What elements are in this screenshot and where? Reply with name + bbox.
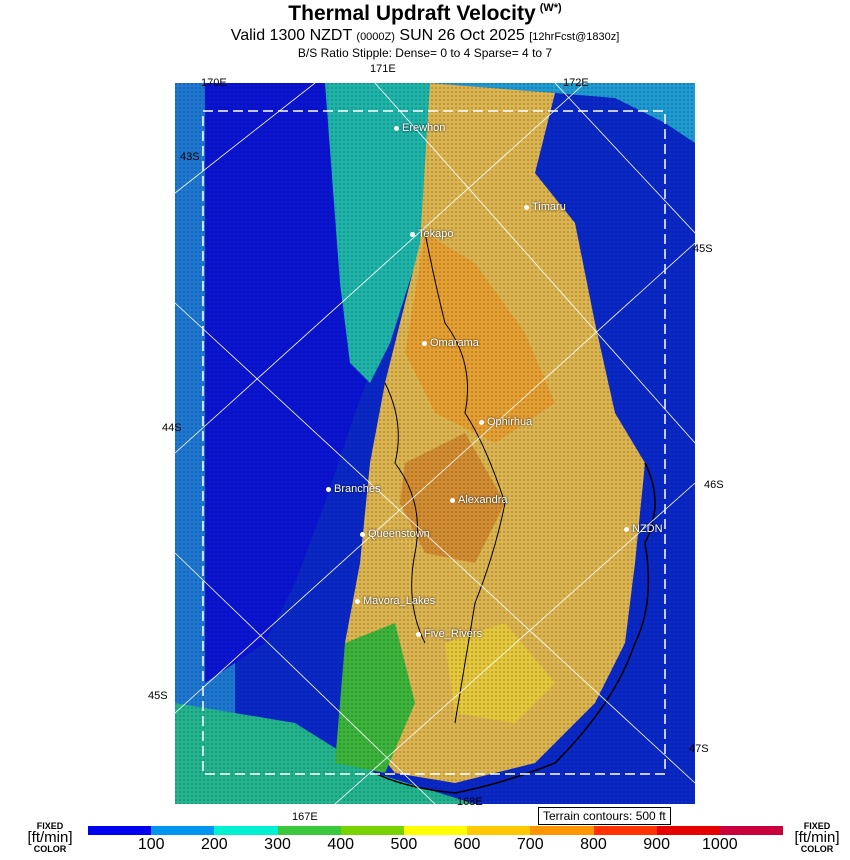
town-label: NZDN bbox=[632, 523, 663, 535]
town-label: Queenstown bbox=[368, 528, 430, 540]
town-branches bbox=[326, 483, 380, 495]
lon-label-170e: 170E bbox=[201, 77, 227, 89]
color-scale-tick-label: 700 bbox=[516, 836, 544, 853]
town-nzdn bbox=[624, 523, 663, 535]
town-marker bbox=[450, 498, 455, 503]
lon-label-171e: 171E bbox=[370, 63, 396, 75]
color-scale-swatch bbox=[278, 826, 341, 835]
color-scale-tick-label: 200 bbox=[201, 836, 228, 853]
color-scale-tick-label: 100 bbox=[137, 836, 165, 853]
color-scale-tick-label: 900 bbox=[643, 836, 670, 853]
town-label: Five_Rivers bbox=[424, 628, 483, 640]
color-scale-swatch bbox=[720, 826, 783, 835]
terrain-contour-note: Terrain contours: 500 ft bbox=[538, 807, 671, 825]
legend-fixed: FIXED bbox=[36, 821, 64, 831]
color-scale-tick-label: 300 bbox=[264, 836, 291, 853]
lon-label-172e: 172E bbox=[563, 77, 589, 89]
valid-date: SUN 26 Oct 2025 bbox=[399, 27, 525, 44]
legend-color: COLOR bbox=[800, 844, 834, 854]
legend-unit: [ft/min] bbox=[27, 829, 73, 846]
town-mavora-lakes bbox=[355, 595, 435, 607]
lat-label-47s: 47S bbox=[689, 743, 709, 755]
town-label: Tekapo bbox=[418, 228, 454, 240]
color-scale-bar bbox=[88, 826, 783, 835]
color-scale-swatch bbox=[214, 826, 277, 835]
color-scale-tick-label: 400 bbox=[327, 836, 355, 853]
color-scale-tick-label: 800 bbox=[580, 836, 607, 853]
color-scale-swatch bbox=[594, 826, 657, 835]
lat-label-43s: 43S bbox=[180, 151, 200, 163]
town-label: Timaru bbox=[532, 201, 566, 213]
town-marker bbox=[355, 599, 360, 604]
forecast-map bbox=[175, 83, 695, 804]
lat-label-45s-right: 45S bbox=[693, 243, 713, 255]
town-marker bbox=[422, 341, 427, 346]
town-marker bbox=[360, 532, 365, 537]
valid-time bbox=[0, 27, 850, 45]
town-label: Ophirhua bbox=[487, 416, 533, 428]
town-tekapo bbox=[410, 228, 453, 240]
town-marker bbox=[524, 205, 529, 210]
town-marker bbox=[416, 632, 421, 637]
color-scale-tick-label: 600 bbox=[453, 836, 481, 853]
town-timaru bbox=[524, 201, 566, 213]
title-text: Thermal Updraft Velocity bbox=[288, 2, 536, 25]
valid-zulu: (0000Z) bbox=[356, 31, 395, 43]
lat-label-44s: 44S bbox=[162, 422, 182, 434]
color-scale-tick-label: 500 bbox=[390, 836, 418, 853]
color-scale-tick-label: 1000 bbox=[702, 836, 738, 853]
color-scale-swatch bbox=[467, 826, 530, 835]
town-marker bbox=[410, 232, 415, 237]
town-five-rivers bbox=[416, 628, 482, 640]
chart-title bbox=[0, 2, 850, 26]
town-omarama bbox=[422, 337, 479, 349]
town-marker bbox=[624, 527, 629, 532]
color-scale-swatch bbox=[88, 826, 151, 835]
stipple-pattern bbox=[175, 83, 695, 804]
lon-label-167e: 167E bbox=[292, 811, 318, 823]
lat-label-45s-left: 45S bbox=[148, 690, 168, 702]
town-marker bbox=[326, 487, 331, 492]
valid-main: Valid 1300 NZDT bbox=[230, 27, 352, 44]
town-alexandra bbox=[450, 494, 508, 506]
town-erewhon bbox=[394, 122, 445, 134]
legend-fixed: FIXED bbox=[803, 821, 831, 831]
legend-left-label bbox=[14, 822, 86, 854]
town-marker bbox=[394, 126, 399, 131]
forecast-info: [12hrFcst@1830z] bbox=[529, 31, 620, 43]
town-label: Mavora_Lakes bbox=[363, 595, 436, 607]
town-marker bbox=[479, 420, 484, 425]
color-scale-swatch bbox=[530, 826, 593, 835]
town-queenstown bbox=[360, 528, 430, 540]
stipple-note: B/S Ratio Stipple: Dense= 0 to 4 Sparse= 4 to 7 bbox=[297, 46, 553, 60]
color-scale-swatch bbox=[151, 826, 214, 835]
town-label: Omarama bbox=[430, 337, 479, 349]
title-superscript: (W*) bbox=[539, 2, 562, 14]
color-scale-swatch bbox=[657, 826, 720, 835]
color-scale-swatch bbox=[404, 826, 467, 835]
town-label: Erewhon bbox=[402, 122, 446, 134]
legend-color: COLOR bbox=[33, 844, 67, 854]
lon-label-168e: 168E bbox=[457, 796, 483, 808]
town-label: Branches bbox=[334, 483, 381, 495]
legend-right-label bbox=[784, 822, 850, 854]
town-label: Alexandra bbox=[458, 494, 508, 506]
color-scale-swatch bbox=[341, 826, 404, 835]
lat-label-46s: 46S bbox=[704, 479, 724, 491]
town-ophirhua bbox=[479, 416, 532, 428]
legend-unit: [ft/min] bbox=[794, 829, 840, 846]
